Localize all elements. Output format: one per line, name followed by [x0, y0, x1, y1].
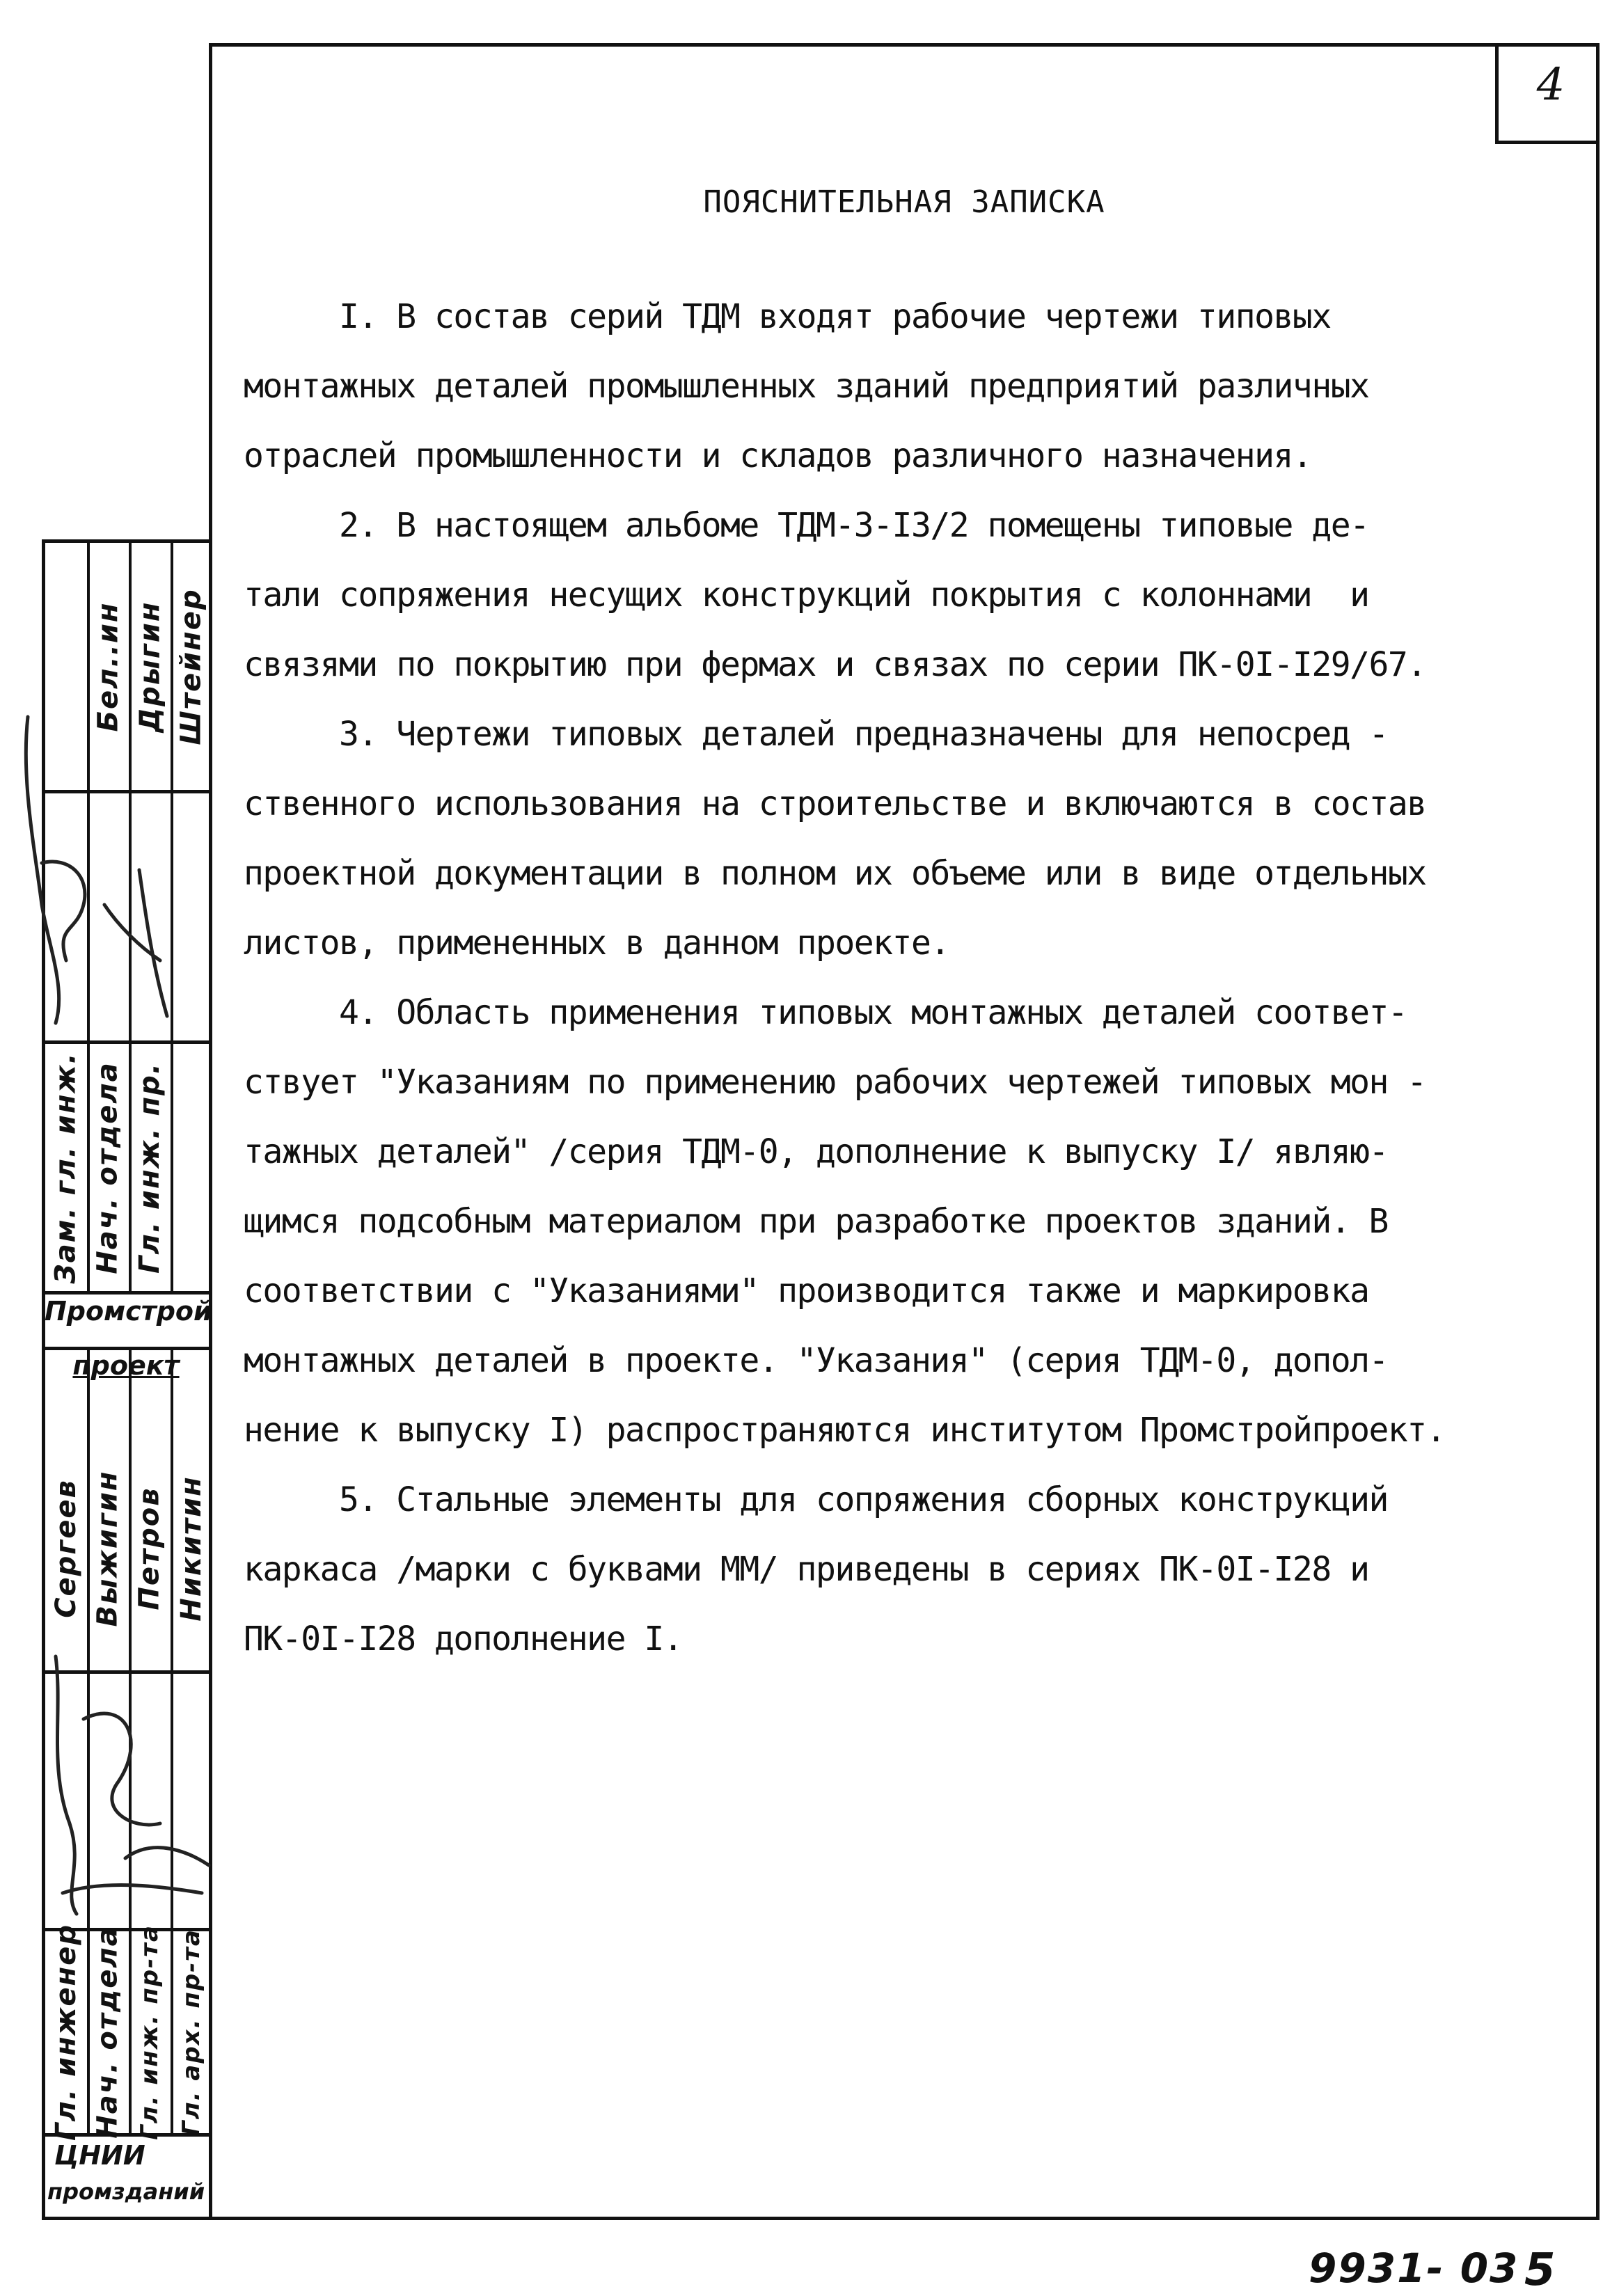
stamp-name-cell: Никитин	[175, 1475, 207, 1622]
document-text-line: ствует "Указаниям по применению рабочих чертежей типовых мон -	[244, 1063, 1426, 1102]
stamp-name-cell: Петров	[134, 1487, 166, 1610]
document-text-line: ственного использования на строительстве и включаются в состав	[244, 784, 1426, 823]
document-text-line: I. В состав серий ТДМ входят рабочие чертежи типовых	[244, 297, 1331, 336]
sheet-number: 5	[1524, 2244, 1556, 2296]
document-body	[244, 282, 1587, 1674]
stamp-name-cell: Бел..ин	[92, 601, 124, 731]
document-text-line: монтажных деталей в проекте. "Указания" (серия ТДМ-0, допол-	[244, 1341, 1388, 1380]
document-text-line: отраслей промышленности и складов различного назначения.	[244, 436, 1312, 475]
document-text-line: монтажных деталей промышленных зданий предприятий различных	[244, 367, 1369, 406]
stamp-name-cell: Штейнер	[175, 587, 207, 745]
stamp-title-cell: Гл. инженер	[50, 1924, 82, 2141]
document-text-line: связями по покрытию при фермах и связах по серии ПК-0I-I29/67.	[244, 645, 1426, 684]
stamp-name-cell: Дрыгин	[134, 601, 166, 732]
organization-name: Промстрой	[45, 1296, 212, 1327]
signature-mark	[0, 696, 209, 1044]
stamp-title-cell: Зам. гл. инж.	[50, 1051, 82, 1284]
document-text-line: 4. Область применения типовых монтажных деталей соответ-	[244, 993, 1407, 1032]
document-text-line: 2. В настоящем альбоме ТДМ-3-I3/2 помещены типовые де-	[244, 506, 1369, 545]
stamp-title-cell: Гл. арх. пр-та	[177, 1929, 205, 2136]
organization-name: ЦНИИ	[54, 2140, 145, 2171]
stamp-title-cell: Нач. отдела	[92, 1926, 124, 2139]
document-text-line: щимся подсобным материалом при разработке проектов зданий. В	[244, 1202, 1388, 1241]
document-text-line: 3. Чертежи типовых деталей предназначены для непосред -	[244, 715, 1388, 754]
document-text-line: проектной документации в полном их объеме или в виде отдельных	[244, 854, 1426, 893]
document-text-line: каркаса /марки с буквами ММ/ приведены в сериях ПК-0I-I28 и	[244, 1550, 1369, 1589]
stamp-title-cell: Гл. инж. пр.	[134, 1061, 166, 1274]
stamp-divider	[42, 1291, 209, 1295]
organization-name: проект	[72, 1350, 180, 1381]
document-text-line: нение к выпуску I) распространяются институтом Промстройпроект.	[244, 1411, 1446, 1450]
document-text-line: ПК-0I-I28 дополнение I.	[244, 1620, 683, 1658]
document-text-line: 5. Стальные элементы для сопряжения сборных конструкций	[244, 1480, 1388, 1519]
stamp-title-cell: Нач. отдела	[92, 1061, 124, 1274]
document-text-line: листов, примененных в данном проекте.	[244, 924, 949, 963]
stamp-title-cell: Гл. инж. пр-та	[136, 1924, 164, 2140]
organization-name: промзданий	[47, 2178, 205, 2205]
document-text-line: тажных деталей" /серия ТДМ-0, дополнение к выпуску I/ являю-	[244, 1132, 1388, 1171]
document-text-line: соответствии с "Указаниями" производится также и маркировка	[244, 1272, 1369, 1311]
signature-mark	[21, 1601, 230, 1928]
stamp-name-cell: Выжигин	[92, 1470, 124, 1627]
stamp-name-cell: Сергеев	[50, 1479, 82, 1618]
page-number: 4	[1536, 59, 1565, 111]
document-title: ПОЯСНИТЕЛЬНАЯ ЗАПИСКА	[703, 184, 1105, 220]
document-text-line: тали сопряжения несущих конструкций покрытия с колоннами и	[244, 576, 1369, 615]
document-code: 9931- 03	[1309, 2244, 1519, 2292]
